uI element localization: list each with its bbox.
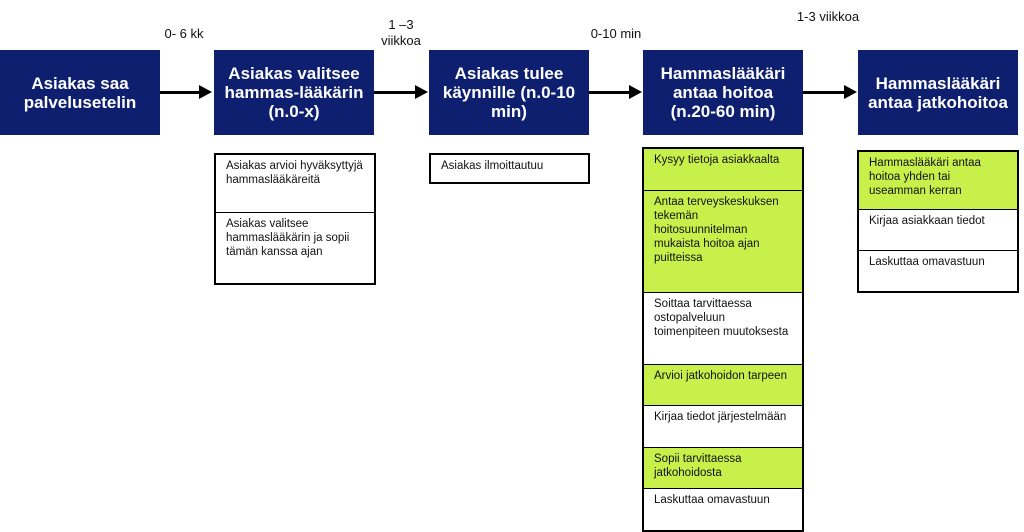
list-item: Laskuttaa omavastuun (859, 250, 1017, 291)
step-treatment-label: Hammaslääkäri antaa hoitoa (n.20-60 min) (660, 64, 786, 121)
list-item: Antaa terveyskeskuksen tekemän hoitosuunnitelman mukaista hoitoa ajan puitteissa (644, 190, 802, 292)
transition-time-2: 1 –3 viikkoa (381, 17, 421, 48)
list-item: Soittaa tarvittaessa ostopalveluun toimenpiteen muutoksesta (644, 292, 802, 364)
step-voucher-label: Asiakas saa palvelusetelin (23, 73, 137, 112)
step-choose-dentist-label: Asiakas valitsee hammas-lääkärin (n.0-x) (224, 64, 364, 121)
arrow-4 (803, 91, 845, 94)
details-follow-up (857, 150, 1019, 293)
transition-time-3: 0-10 min (590, 26, 642, 41)
step-visit-label: Asiakas tulee käynnille (n.0-10 min) (442, 64, 576, 121)
arrow-3 (589, 91, 630, 94)
transition-time-4: 1-3 viikkoa (796, 9, 860, 24)
list-item: Kirjaa asiakkaan tiedot (859, 209, 1017, 250)
list-item: Asiakas valitsee hammaslääkärin ja sopii tämän kanssa ajan (216, 212, 374, 283)
list-item: Hammaslääkäri antaa hoitoa yhden tai useamman kerran (859, 152, 1017, 209)
step-follow-up-label: Hammaslääkäri antaa jatkohoitoa (868, 73, 1008, 112)
step-voucher (0, 50, 160, 135)
arrow-2 (374, 91, 416, 94)
details-choose-dentist (214, 153, 376, 285)
step-treatment (643, 50, 803, 135)
list-item: Asiakas ilmoittautuu (441, 160, 544, 172)
step-visit (429, 50, 589, 135)
list-item: Asiakas arvioi hyväksyttyjä hammaslääkäreitä (226, 160, 363, 186)
list-item: Kirjaa tiedot järjestelmään (644, 405, 802, 447)
step-follow-up (858, 50, 1018, 135)
arrow-1 (160, 91, 200, 94)
details-visit (429, 153, 590, 184)
list-item: Kysyy tietoja asiakkaalta (644, 149, 802, 190)
step-choose-dentist (214, 50, 374, 135)
list-item: Arvioi jatkohoidon tarpeen (644, 364, 802, 405)
list-item: Laskuttaa omavastuun (644, 488, 802, 530)
details-treatment (642, 147, 804, 532)
list-item: Sopii tarvittaessa jatkohoidosta (644, 447, 802, 488)
transition-time-1: 0- 6 kk (164, 26, 204, 41)
